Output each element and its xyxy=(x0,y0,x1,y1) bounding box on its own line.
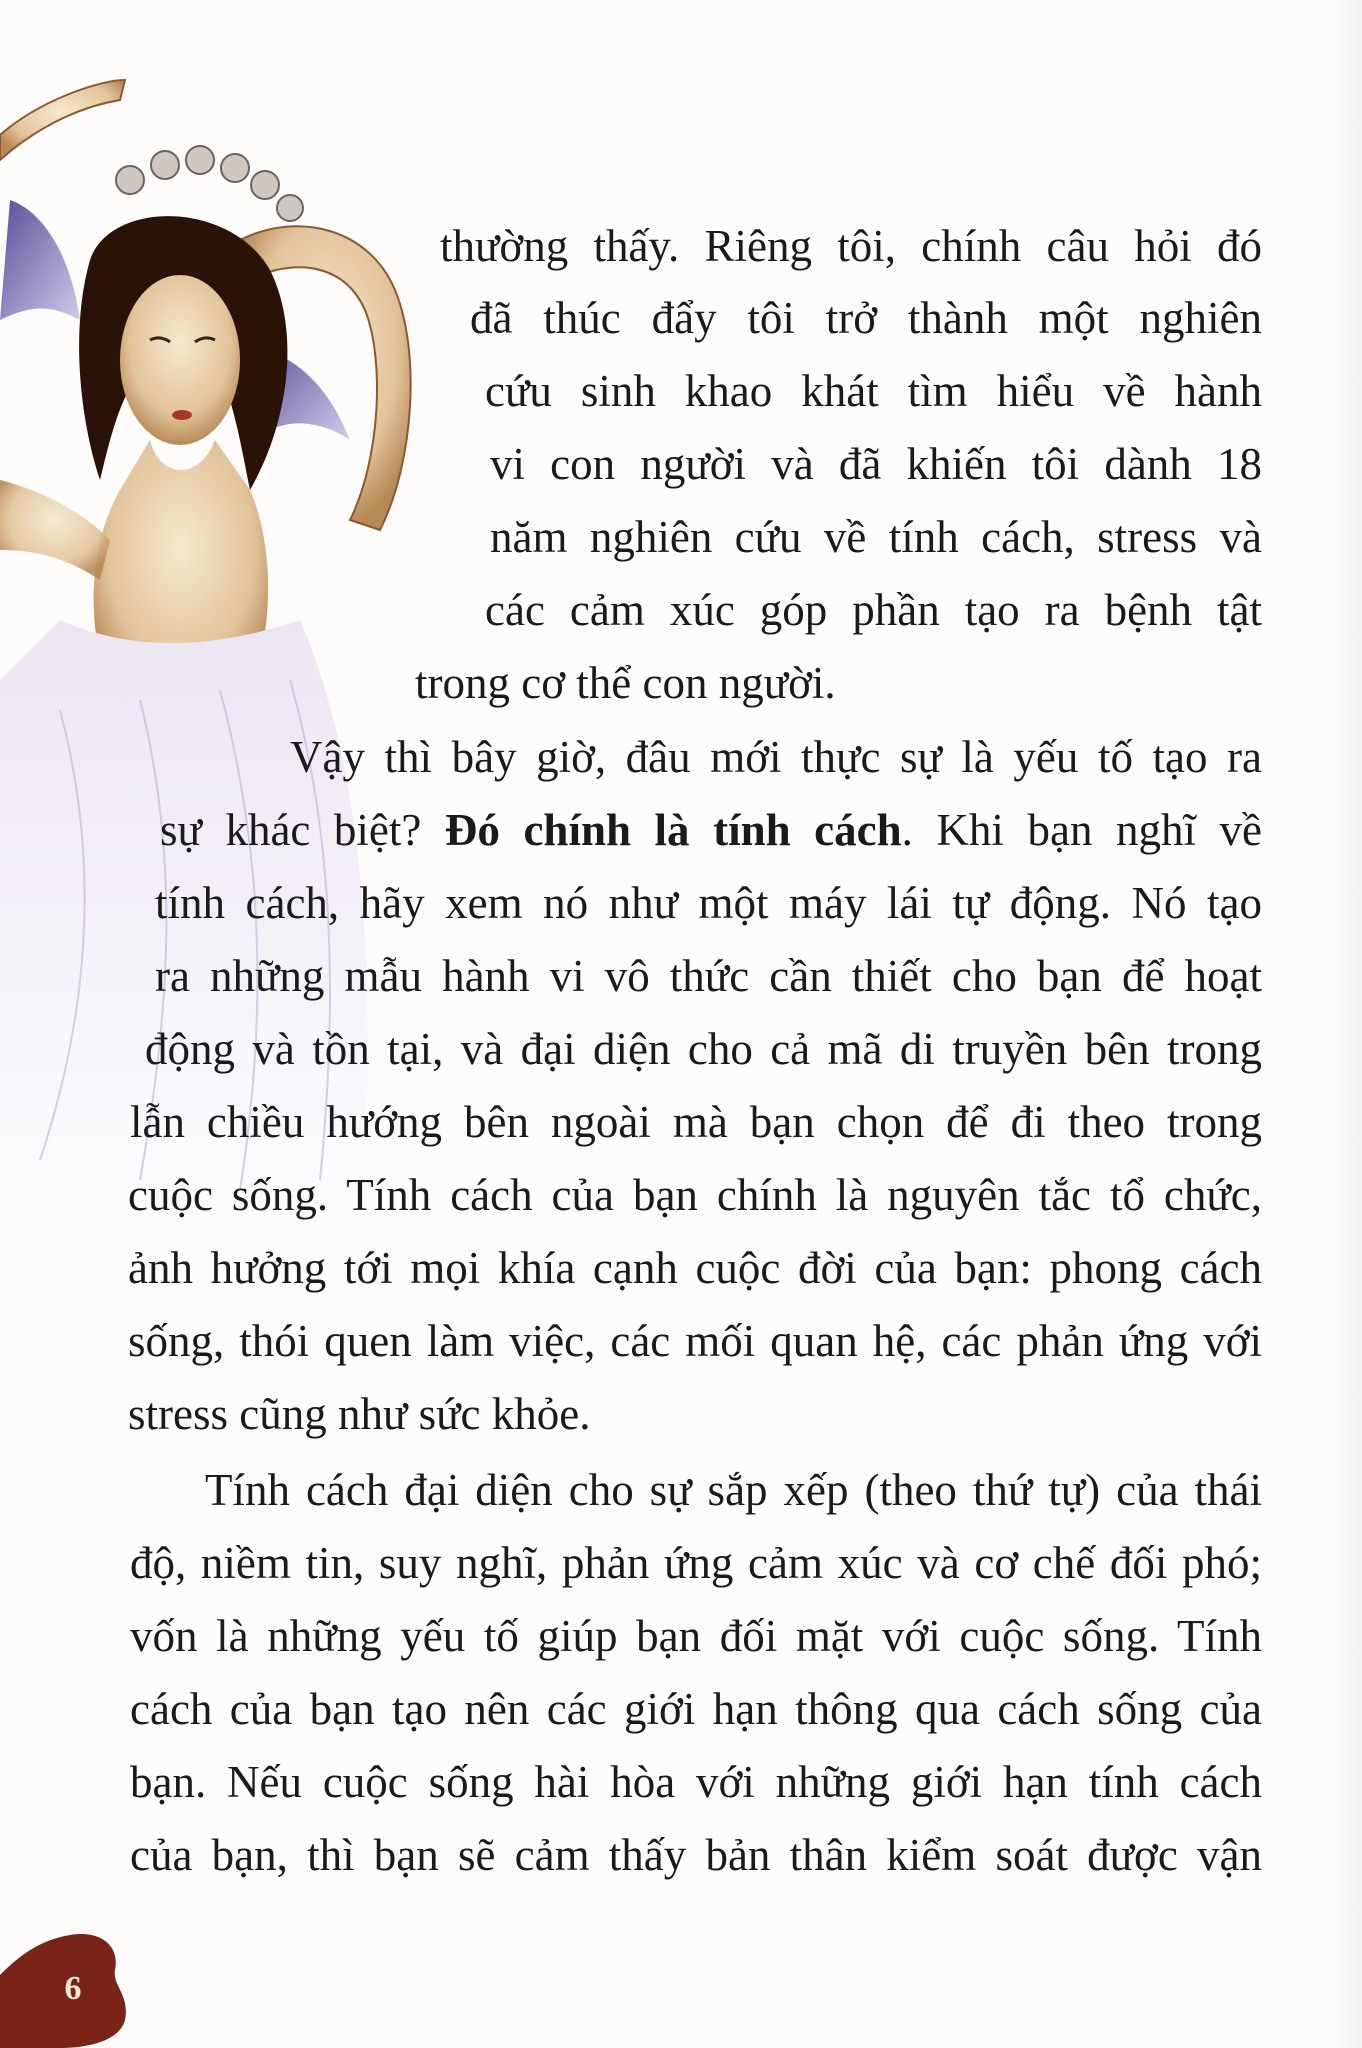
text-line: cuộc sống. Tính cách của bạn chính là nguyên tắc tổ chức, xyxy=(128,1170,1262,1220)
text-run: . Khi bạn nghĩ về xyxy=(901,805,1262,855)
text-line: cứu sinh khao khát tìm hiểu về hành xyxy=(485,366,1262,416)
text-line: Vậy thì bây giờ, đâu mới thực sự là yếu tố tạo ra xyxy=(290,732,1262,782)
text-line: các cảm xúc góp phần tạo ra bệnh tật xyxy=(485,585,1262,635)
text-line: năm nghiên cứu về tính cách, stress và xyxy=(490,512,1262,562)
text-line: trong cơ thể con người. xyxy=(415,658,836,708)
text-line: độ, niềm tin, suy nghĩ, phản ứng cảm xúc và cơ chế đối phó; xyxy=(130,1538,1262,1588)
text-line: vi con người và đã khiến tôi dành 18 xyxy=(490,439,1262,489)
emphasis-text: Đó chính là tính cách xyxy=(444,805,902,855)
text-line: của bạn, thì bạn sẽ cảm thấy bản thân kiểm soát được vận xyxy=(130,1830,1262,1880)
page-number: 6 xyxy=(64,1970,82,2007)
text-line: động và tồn tại, và đại diện cho cả mã di truyền bên trong xyxy=(145,1024,1262,1074)
text-line: lẫn chiều hướng bên ngoài mà bạn chọn để đi theo trong xyxy=(130,1097,1262,1147)
text-line: tính cách, hãy xem nó như một máy lái tự động. Nó tạo xyxy=(155,878,1262,928)
text-line: stress cũng như sức khỏe. xyxy=(128,1389,591,1439)
text-line xyxy=(160,805,1262,855)
text-line: cách của bạn tạo nên các giới hạn thông qua cách sống của xyxy=(130,1684,1262,1734)
text-run: sự khác biệt? xyxy=(160,805,445,855)
text-line: bạn. Nếu cuộc sống hài hòa với những giới hạn tính cách xyxy=(130,1757,1262,1807)
text-line: thường thấy. Riêng tôi, chính câu hỏi đó xyxy=(440,221,1262,271)
text-line: sống, thói quen làm việc, các mối quan hệ, các phản ứng với xyxy=(128,1316,1262,1366)
text-line: vốn là những yếu tố giúp bạn đối mặt với cuộc sống. Tính xyxy=(130,1611,1262,1661)
text-line: Tính cách đại diện cho sự sắp xếp (theo thứ tự) của thái xyxy=(205,1465,1262,1515)
text-line: ảnh hưởng tới mọi khía cạnh cuộc đời của bạn: phong cách xyxy=(128,1243,1262,1293)
text-line: ra những mẫu hành vi vô thức cần thiết cho bạn để hoạt xyxy=(155,951,1262,1001)
page-edge-shadow xyxy=(1332,0,1362,2048)
text-line: đã thúc đẩy tôi trở thành một nghiên xyxy=(470,293,1262,343)
